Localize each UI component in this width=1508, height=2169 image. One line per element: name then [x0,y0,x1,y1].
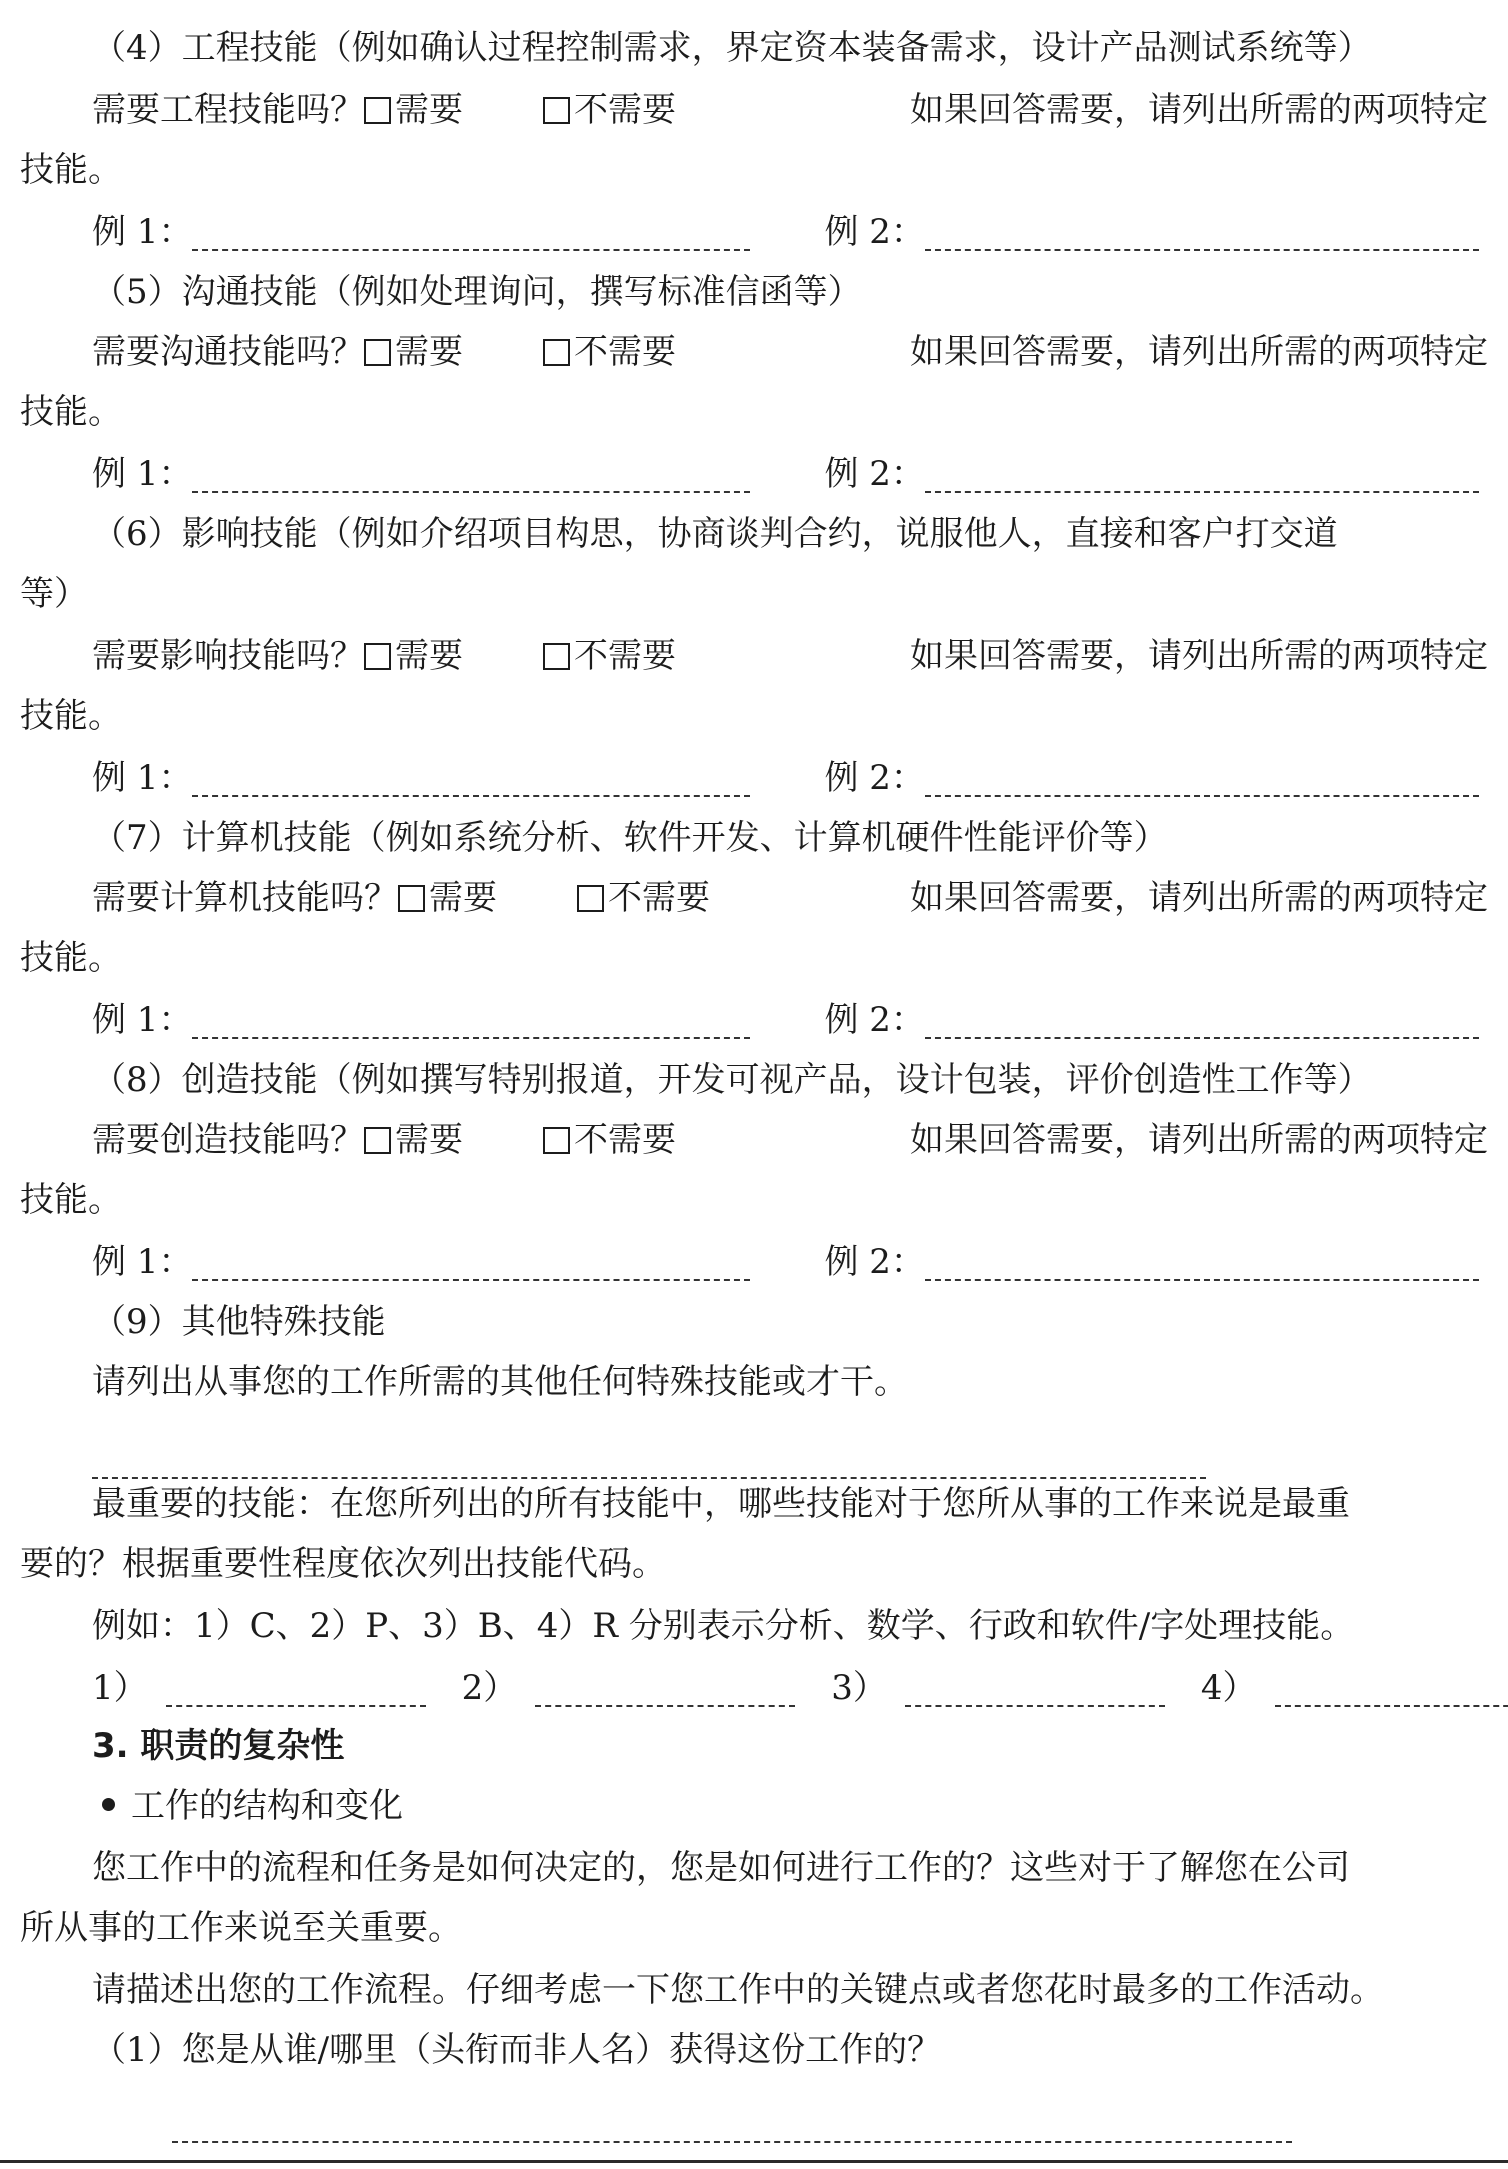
skill-5-no-option[interactable]: 不需要 [543,328,676,376]
section-3-question-1: （1）您是从谁/哪里（头衔而非人名）获得这份工作的？ [92,2030,942,2070]
important-skills-line-2: 要的？根据重要性程度依次列出技能代码。 [20,1544,666,1584]
skill-6-heading: （6）影响技能（例如介绍项目构思，协商谈判合约，说服他人，直接和客户打交道 [92,514,1338,554]
other-skills-blank[interactable] [92,1455,1206,1479]
skill-4-heading: （4）工程技能（例如确认过程控制需求，界定资本装备需求，设计产品测试系统等） [92,28,1372,68]
skill-8-instruction: 如果回答需要，请列出所需的两项特定 [910,1120,1488,1160]
rank-2-label: 2） [461,1668,518,1708]
skill-8-example-1-label: 例 1： [92,1242,193,1282]
skill-5-question: 需要沟通技能吗？ 需要 不需要 [92,328,676,376]
other-skills-heading: （9）其他特殊技能 [92,1302,386,1342]
section-3-answer-row [172,2100,1488,2148]
checkbox-icon[interactable] [543,643,570,670]
skill-7-yes-option[interactable]: 需要 [398,874,497,922]
skill-4-yes-option[interactable]: 需要 [364,86,463,134]
rank-4-label: 4） [1200,1668,1257,1708]
skill-8-question: 需要创造技能吗？ 需要 不需要 [92,1116,676,1164]
skill-6-question: 需要影响技能吗？ 需要 不需要 [92,632,676,680]
skill-4-examples [92,208,1488,256]
section-3-para-2: 请描述出您的工作流程。仔细考虑一下您工作中的关键点或者您花时最多的工作活动。 [92,1970,1384,2010]
skill-8-question-row [92,1116,1488,1164]
skill-5-example-1-blank[interactable] [192,461,750,493]
skill-8-example-1-blank[interactable] [192,1249,750,1281]
checkbox-icon[interactable] [398,885,425,912]
skill-7-no-option[interactable]: 不需要 [577,874,710,922]
skill-7-heading: （7）计算机技能（例如系统分析、软件开发、计算机硬件性能评价等） [92,818,1168,858]
skill-4-instruction: 如果回答需要，请列出所需的两项特定 [910,90,1488,130]
skill-5-example-2-label: 例 2： [824,454,925,494]
important-skills-rank-row [92,1664,1488,1712]
skill-6-instruction: 如果回答需要，请列出所需的两项特定 [910,636,1488,676]
skill-5-question-row [92,328,1488,376]
skill-4-example-2-label: 例 2： [824,212,925,252]
skill-6-example-1-label: 例 1： [92,758,193,798]
skill-5-instruction-cont: 技能。 [20,392,122,432]
skill-5-heading: （5）沟通技能（例如处理询问，撰写标准信函等） [92,272,862,312]
checkbox-icon[interactable] [364,1127,391,1154]
skill-4-example-1-label: 例 1： [92,212,193,252]
skill-8-heading: （8）创造技能（例如撰写特别报道，开发可视产品，设计包装，评价创造性工作等） [92,1060,1372,1100]
section-3-title: 3. 职责的复杂性 [92,1726,345,1766]
rank-4-blank[interactable] [1275,1675,1508,1707]
skill-6-no-option[interactable]: 不需要 [543,632,676,680]
checkbox-icon[interactable] [364,339,391,366]
skill-7-example-2-label: 例 2： [824,1000,925,1040]
rank-2-blank[interactable] [535,1675,795,1707]
skill-5-yes-option[interactable]: 需要 [364,328,463,376]
skill-5-instruction: 如果回答需要，请列出所需的两项特定 [910,332,1488,372]
skill-4-question-row [92,86,1488,134]
rank-3-label: 3） [831,1668,887,1708]
skill-6-example-2-blank[interactable] [925,765,1479,797]
section-3-bullet-row [102,1782,1488,1830]
important-skills-example: 例如：1）C、2）P、3）B、4）R 分别表示分析、数学、行政和软件/字处理技能。 [92,1606,1355,1646]
skill-7-example-1-label: 例 1： [92,1000,193,1040]
page-bottom-rule [0,2160,1508,2163]
skill-4-example-2-blank[interactable] [925,219,1479,251]
skill-4-instruction-cont: 技能。 [20,150,122,190]
skill-8-examples [92,1238,1488,1286]
skill-7-question: 需要计算机技能吗？ 需要 不需要 [92,874,710,922]
question-1-blank[interactable] [172,2119,1292,2143]
skill-7-instruction: 如果回答需要，请列出所需的两项特定 [910,878,1488,918]
rank-3-blank[interactable] [905,1675,1165,1707]
other-skills-answer-row [92,1436,1488,1484]
skill-6-examples [92,754,1488,802]
checkbox-icon[interactable] [543,97,570,124]
skill-7-question-row [92,874,1488,922]
skill-7-instruction-cont: 技能。 [20,938,122,978]
bullet-icon [102,1798,115,1811]
skill-6-heading-cont: 等） [20,574,88,614]
checkbox-icon[interactable] [364,643,391,670]
skill-4-example-1-blank[interactable] [192,219,750,251]
section-3-bullet-text: 工作的结构和变化 [131,1786,403,1826]
skill-6-instruction-cont: 技能。 [20,696,122,736]
rank-1-blank[interactable] [166,1675,426,1707]
skill-4-no-option[interactable]: 不需要 [543,86,676,134]
skill-7-example-1-blank[interactable] [192,1007,750,1039]
skill-6-yes-option[interactable]: 需要 [364,632,463,680]
section-3-para-1-line-2: 所从事的工作来说至关重要。 [20,1908,462,1948]
skill-5-examples [92,450,1488,498]
skill-8-yes-option[interactable]: 需要 [364,1116,463,1164]
skill-7-examples [92,996,1488,1044]
rank-1-label: 1） [92,1668,148,1708]
skill-8-instruction-cont: 技能。 [20,1180,122,1220]
section-3-para-1-line-1: 您工作中的流程和任务是如何决定的，您是如何进行工作的？这些对于了解您在公司 [92,1848,1350,1888]
important-skills-line-1: 最重要的技能：在您所列出的所有技能中，哪些技能对于您所从事的工作来说是最重 [92,1484,1350,1524]
checkbox-icon[interactable] [543,339,570,366]
skill-5-example-1-label: 例 1： [92,454,193,494]
skill-8-no-option[interactable]: 不需要 [543,1116,676,1164]
skill-8-example-2-blank[interactable] [925,1249,1479,1281]
checkbox-icon[interactable] [577,885,604,912]
skill-6-example-2-label: 例 2： [824,758,925,798]
checkbox-icon[interactable] [543,1127,570,1154]
skill-6-example-1-blank[interactable] [192,765,750,797]
other-skills-prompt: 请列出从事您的工作所需的其他任何特殊技能或才干。 [92,1362,908,1402]
checkbox-icon[interactable] [364,97,391,124]
skill-5-example-2-blank[interactable] [925,461,1479,493]
skill-4-question: 需要工程技能吗？ 需要 不需要 [92,86,676,134]
skill-6-question-row [92,632,1488,680]
skill-7-example-2-blank[interactable] [925,1007,1479,1039]
skill-8-example-2-label: 例 2： [824,1242,925,1282]
